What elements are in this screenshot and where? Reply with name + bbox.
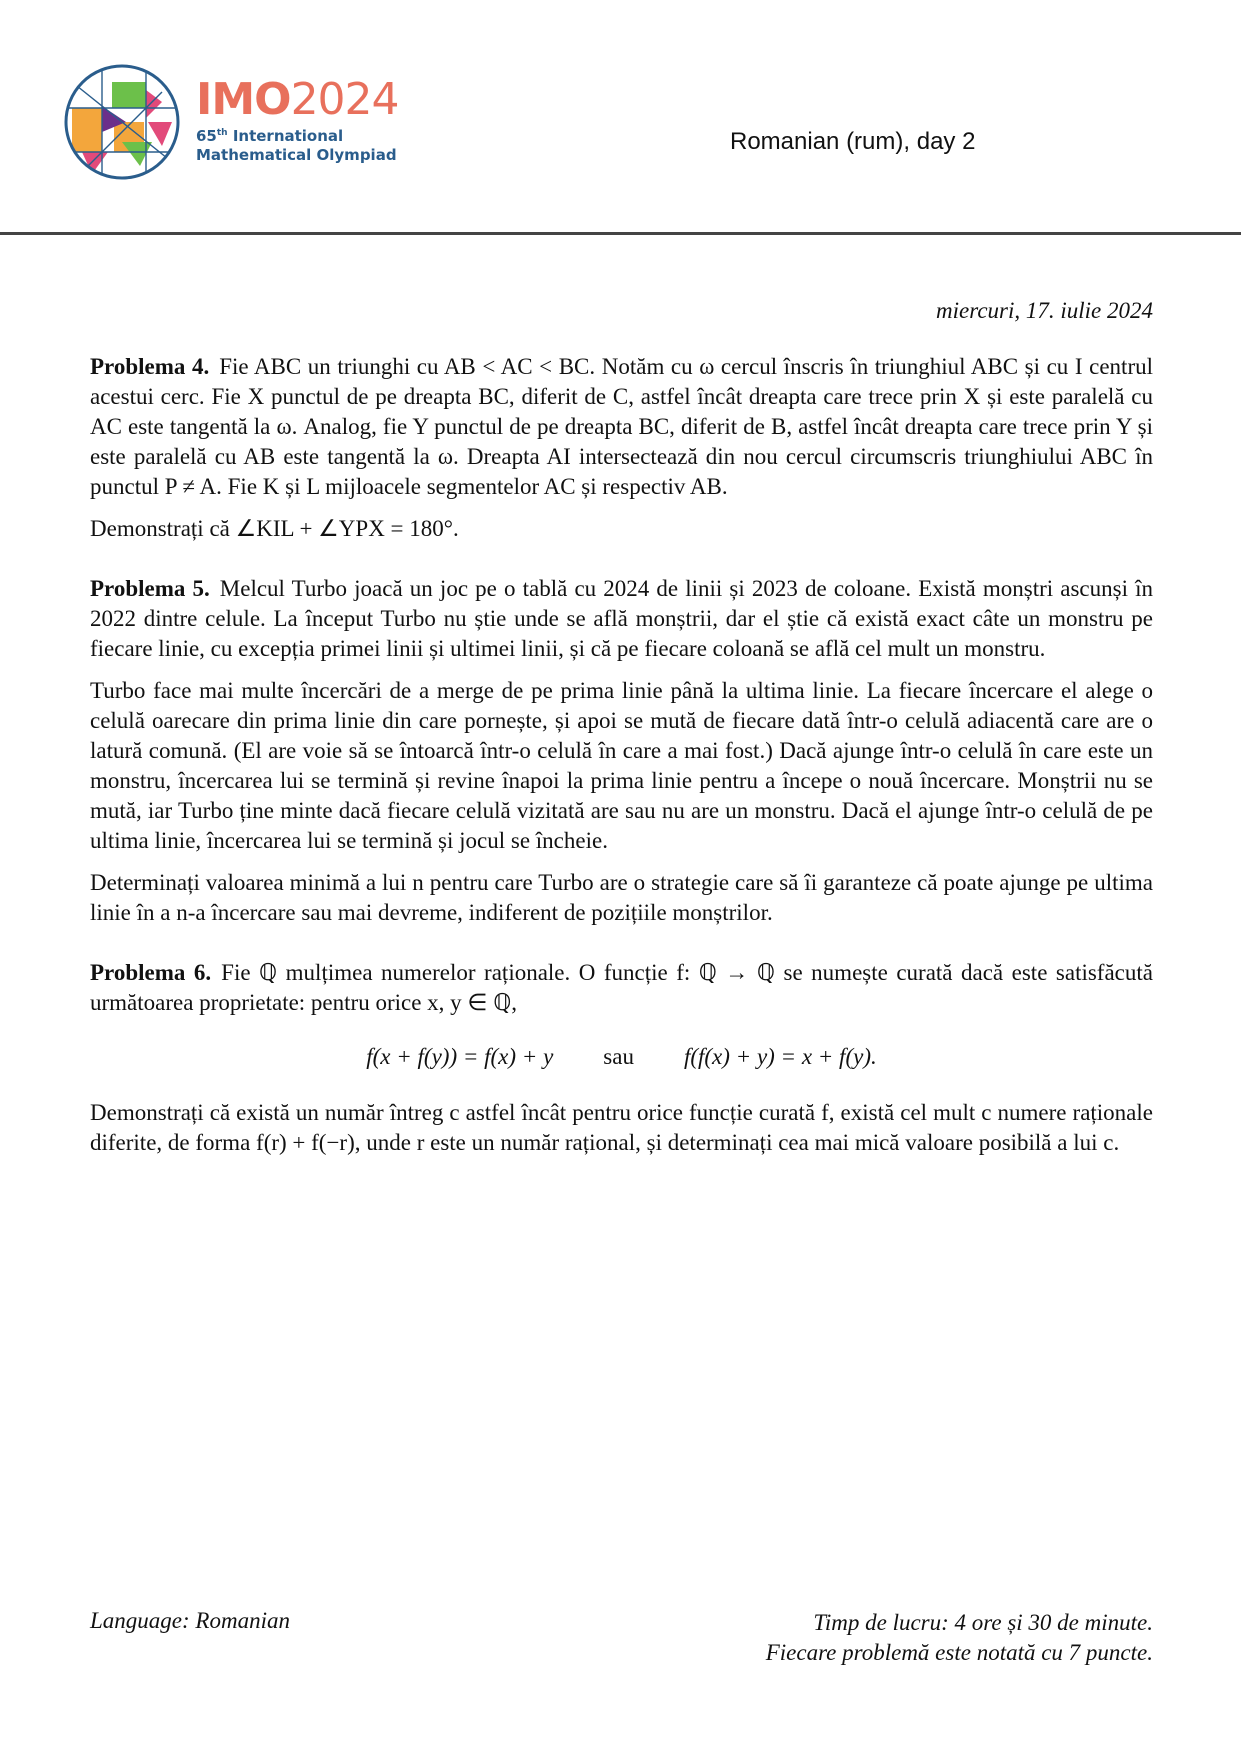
display-equation — [90, 1042, 1153, 1072]
problem-task: Demonstrați că există un număr întreg c astfel încât pentru orice funcție curată f, există cel mult c numere raționale diferite, de forma f(r) + f(−r), unde r este un număr rațional, și determinați cea mai mică valoare posibilă a lui c. — [90, 1100, 1153, 1155]
problem-4 — [90, 352, 1153, 544]
problem-6 — [90, 958, 1153, 1158]
problem-statement: Melcul Turbo joacă un joc pe o tablă cu 2024 de linii și 2023 de coloane. Există monștri ascunși în 2022 dintre celule. La început Turbo nu știe unde se află monștrii, dar el știe că există exact câte un monstru pe fiecare linie, cu excepția primei linii și ultimei linii, și că pe fiecare coloană se află cel mult un monstru. — [90, 576, 1153, 661]
problems-content — [90, 296, 1153, 1188]
equation-right: f(f(x) + y) = x + f(y). — [683, 1044, 877, 1069]
problem-task: Determinați valoarea minimă a lui n pentru care Turbo are o strategie care să îi garanteze că poate ajunge pe ultima linie în a n-a încercare sau mai devreme, indiferent de pozițiile monștrilor. — [90, 870, 1153, 925]
logo-subtitle-line2: Mathematical Olympiad — [196, 146, 397, 164]
problem-statement: Fie ABC un triunghi cu AB < AC < BC. Notăm cu ω cercul înscris în triunghiul ABC și cu I centrul acestui cerc. Fie X punctul de pe dreapta BC, diferit de C, astfel încât dreapta care trece prin X și este paralelă cu AC este tangentă la ω. Analog, fie Y punctul de pe dreapta BC, diferit de B, astfel încât dreapta care trece prin Y și este paralelă cu AB este tangentă la ω. Dreapta AI intersectează din nou cercul circumscris triunghiului ABC în punctul P ≠ A. Fie K și L mijloacele segmentelor AC și respectiv AB. — [90, 354, 1153, 499]
problem-statement: Fie ℚ mulțimea numerelor raționale. O funcție f: ℚ → ℚ se numește curată dacă este satisfăcută următoarea proprietate: pentru orice x, y ∈ ℚ, — [90, 960, 1153, 1015]
problem-title: Problema 6. — [90, 960, 212, 985]
footer-points: Fiecare problemă este notată cu 7 puncte. — [765, 1640, 1153, 1665]
problem-title: Problema 5. — [90, 576, 210, 601]
problem-title: Problema 4. — [90, 354, 210, 379]
problem-rules: Turbo face mai multe încercări de a merge de pe prima linie până la ultima linie. La fiecare încercare el alege o celulă oarecare din prima linie din care pornește, și apoi se mută de fiecare dată într-o celulă adiacentă care are o latură comună. (El are voie să se întoarcă într-o celulă în care a mai fost.) Dacă ajunge într-o celulă în care este un monstru, încercarea lui se termină și revine înapoi la prima linie pentru a începe o nouă încercare. Monștrii nu se mută, iar Turbo ține minte dacă fiecare celulă vizitată are sau nu are un monstru. Dacă el ajunge într-o celulă de pe ultima linie, încercarea lui se termină și jocul se încheie. — [90, 678, 1153, 853]
exam-date: miercuri, 17. iulie 2024 — [936, 298, 1153, 323]
equation-or: sau — [603, 1044, 634, 1069]
footer-language: Language: Romanian — [90, 1608, 290, 1633]
logo-title: IMO2024 — [196, 74, 399, 125]
logo-text — [196, 76, 399, 165]
footer-info — [766, 1608, 1153, 1668]
problem-5 — [90, 574, 1153, 928]
header-divider — [0, 232, 1241, 235]
language-day-label: Romanian (rum), day 2 — [730, 128, 976, 155]
footer-time: Timp de lucru: 4 ore și 30 de minute. — [813, 1610, 1153, 1635]
equation-left: f(x + f(y)) = f(x) + y — [366, 1044, 554, 1069]
problem-task: Demonstrați că ∠KIL + ∠YPX = 180°. — [90, 516, 459, 541]
imo-logo-icon — [62, 62, 182, 182]
logo-subtitle-line1: 65th International — [196, 127, 344, 145]
